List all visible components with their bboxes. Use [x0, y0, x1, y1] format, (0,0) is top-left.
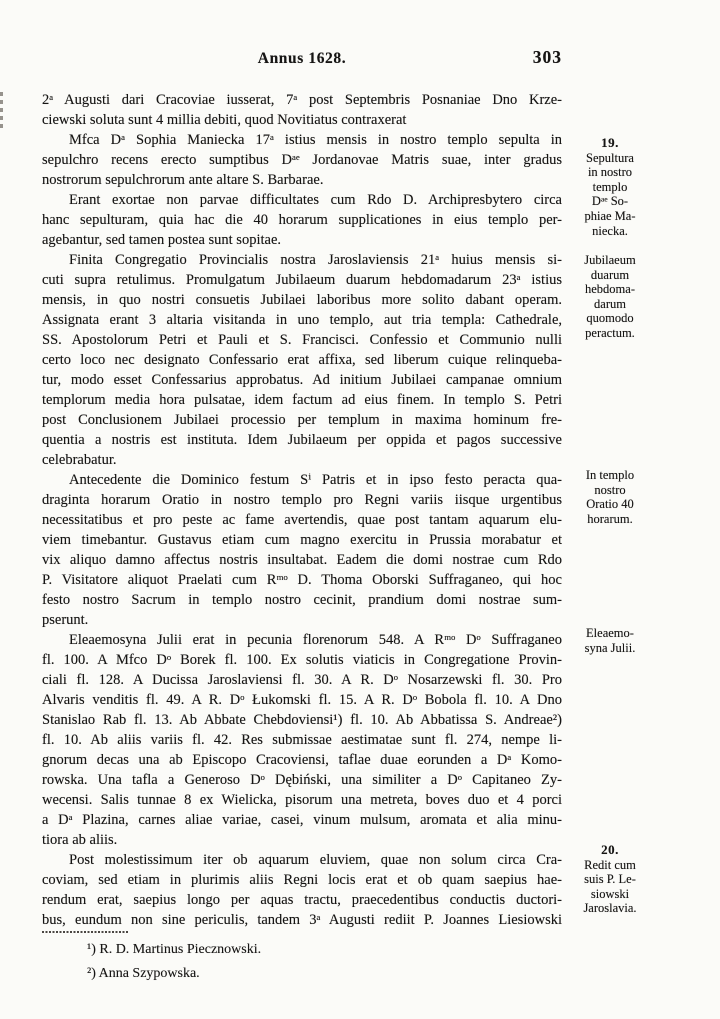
margin-note-line: Jubilaeum: [584, 253, 636, 267]
text-line: bus, eundum non sine periculis, tandem 3ᵃ Augusti rediit P. Joannes Liesiowski: [42, 912, 562, 928]
text-line: Mfca Dᵃ Sophia Maniecka 17ᵃ istius mensis in nostro templo sepulta in: [69, 132, 562, 148]
margin-note-line: in nostro: [587, 165, 633, 180]
margin-note-line: In templo: [585, 468, 635, 482]
margin-note: [558, 253, 662, 341]
margin-note-line: hebdoma-: [585, 282, 635, 297]
text-line: tur, modo esset Confessarius approbatus. Ad initium Jubilaei campanae omnium: [42, 372, 562, 388]
margin-note: [558, 468, 662, 526]
margin-note-line: Oratio 40: [586, 497, 634, 512]
margin-note-line: syna Julii.: [584, 640, 636, 655]
margin-note-line: peractum.: [585, 325, 635, 340]
text-line: gnorum decas una ab Episcopo Cracoviensi, taflae duae eorunden a Dᵃ Komo-: [42, 752, 562, 768]
footnotes: [42, 939, 562, 987]
margin-note-line: niecka.: [592, 223, 628, 238]
margin-note-line: siowski: [590, 886, 630, 901]
text-line: Post molestissimum iter ob aquarum eluviem, quae non solum circa Cra-: [69, 852, 562, 868]
text-line: festo nostro Sacrum in templo nostro cecinit, prandium domi nostrae sum-: [42, 592, 562, 608]
body-text: [42, 90, 562, 930]
text-line: templorum media hora pulsatae, idem factum ad eius finem. In templo S. Petri: [42, 392, 562, 408]
text-line: Erant exortae non parvae difficultates cum Rdo D. Archipresbytero circa: [69, 192, 562, 208]
text-line: Eleaemosyna Julii erat in pecunia florenorum 548. A Rᵐᵒ Dᵒ Suffraganeo: [69, 632, 562, 648]
text-line: post Conclusionem Jubilaei processio per templum in maxima hominum fre-: [42, 412, 562, 428]
text-line: pserunt.: [42, 612, 89, 628]
text-line: celebrabatur.: [42, 452, 117, 468]
text-line: coviam, sed etiam in plurimis aliis Regni locis erat et ob quam saepius hae-: [42, 872, 562, 888]
text-line: rendum erat, saepius longo per aquas tractu, praecedentibus conductis ductori-: [42, 892, 562, 908]
page-number: 303: [532, 47, 562, 67]
margin-note: [558, 626, 662, 655]
margin-note-line: phiae Ma-: [584, 208, 636, 223]
margin-note: [558, 843, 662, 916]
text-line: vix aliquo damno affectus nostris insultabat. Eadem die domi nostrae cum Rdo: [42, 552, 562, 568]
text-line: draginta horarum Oratio in nostro templo pro Regni variis iisque urgentibus: [42, 492, 562, 508]
margin-note-line: Eleaemo-: [586, 626, 634, 640]
text-line: viem timebantur. Gustavus etiam cum magno exercitu in Prussia morabatur et: [42, 532, 562, 548]
footnote: ²) Anna Szypowska.: [87, 966, 200, 981]
margin-note-number: 19.: [601, 135, 619, 150]
text-line: rowska. Una tafla a Generoso Dᵒ Dębiński, una similiter a Dᵒ Capitaneo Zy-: [42, 772, 562, 788]
text-line: sepulchro recens erecto sumptibus Dᵃᵉ Jordanovae Matris suae, inter gradus: [42, 152, 562, 168]
text-line: P. Visitatore aliquot Praelati cum Rᵐᵒ D. Thoma Oborski Suffraganeo, qui hoc: [42, 572, 562, 588]
text-line: hanc sepulturam, quia hac die 40 horarum supplicationes in eius templo per-: [42, 212, 562, 228]
margin-note-number: 20.: [601, 842, 619, 857]
text-line: quentia a nostris est instituta. Idem Jubilaeum per oppida et pagos successive: [42, 432, 562, 448]
text-line: cuti supra retulimus. Promulgatum Jubilaeum duarum hebdomadarum 23ᵃ istius: [42, 272, 562, 288]
text-line: ciewski soluta sunt 4 millia debiti, quod Novitiatus contraxerat: [42, 112, 407, 128]
text-line: fl. 10. Ab aliis variis fl. 42. Res submissae aestimatae sunt fl. 274, nempe li-: [42, 732, 562, 748]
text-line: SS. Apostolorum Petri et Pauli et S. Francisci. Confessio et Communio nulli: [42, 332, 562, 348]
text-line: Stanislao Rab fl. 13. Ab Abbate Chebdoviensi¹) fl. 10. Ab Abbatissa S. Andreae²): [42, 712, 562, 728]
text-line: a Dᵃ Plazina, carnes aliae variae, casei, vinum mulsum, aromata et alia minu-: [42, 812, 562, 828]
text-line: ciali fl. 128. A Ducissa Jaroslaviensi fl. 30. A R. Dᵒ Nosarzewski fl. 30. Pro: [42, 672, 562, 688]
text-line: mensis, in quo nostri consuetis Jubilaei laboribus more solito dabant operam.: [42, 292, 562, 308]
margin-note-line: nostro: [594, 482, 626, 497]
margin-note-line: Redit cum: [584, 857, 636, 872]
margin-note: [558, 136, 662, 238]
margin-note-line: darum: [594, 296, 626, 311]
margin-note-line: Sepultura: [586, 150, 634, 165]
text-line: Finita Congregatio Provincialis nostra Jaroslaviensis 21ᵃ huius mensis si-: [69, 252, 562, 268]
margin-note-line: suis P. Le-: [584, 872, 636, 887]
running-header-title: Annus 1628.: [257, 50, 347, 67]
text-line: 2ᵃ Augusti dari Cracoviae iusserat, 7ᵃ post Septembris Posnaniae Dno Krze-: [42, 92, 562, 108]
text-line: nostrorum sepulchrorum ante altare S. Barbarae.: [42, 172, 324, 188]
text-line: certo loco nec designato Confessario erat affixa, sed liberum cuique relinqueba-: [42, 352, 562, 368]
footnote-separator: [42, 931, 128, 933]
scan-edge-artifact: [0, 92, 3, 128]
margin-note-line: quomodo: [586, 311, 634, 326]
text-line: Alvaris venditis fl. 49. A R. Dᵒ Łukomski fl. 15. A R. Dᵒ Bobola fl. 10. A Dno: [42, 692, 562, 708]
text-line: fl. 100. A Mfco Dᵒ Borek fl. 100. Ex solutis viaticis in Congregatione Provin-: [42, 652, 562, 668]
margin-note-line: Jaroslavia.: [583, 901, 637, 916]
margin-note-line: horarum.: [587, 511, 633, 526]
text-line: Assignata erant 3 altaria visitanda in uno templo, aut tria templa: Cathedrale,: [42, 312, 562, 328]
text-line: necessitatibus et pro peste ac fame avertendis, quae post tantam aquarum elu-: [42, 512, 562, 528]
text-line: tiora ab aliis.: [42, 832, 118, 848]
margin-note-line: templo: [592, 179, 628, 194]
text-line: wecensi. Salis tunnae 8 ex Wielicka, pisorum una metreta, boves duo et 4 porci: [42, 792, 562, 808]
margin-note-line: Dᵃᵉ So-: [591, 194, 629, 209]
text-line: Antecedente die Dominico festum Sⁱ Patris et in ipso festo peracta qua-: [69, 472, 562, 488]
text-line: agebantur, sed tamen postea sunt sopitae.: [42, 232, 282, 248]
margin-note-line: duarum: [590, 267, 630, 282]
footnote: ¹) R. D. Martinus Piecznowski.: [87, 942, 262, 957]
